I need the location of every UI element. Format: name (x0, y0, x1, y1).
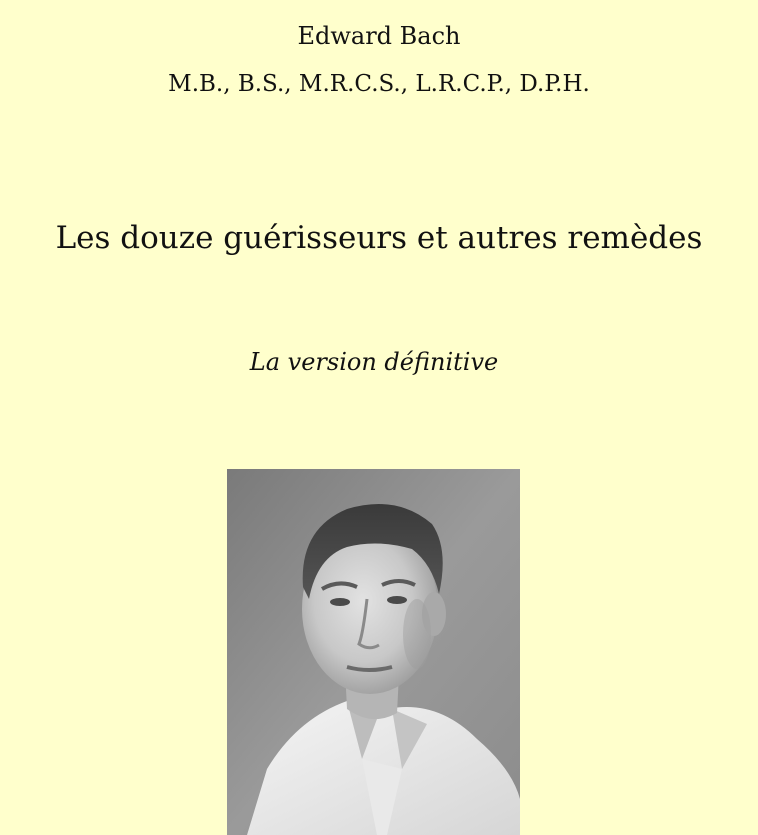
author-name: Edward Bach (297, 22, 461, 50)
author-degrees: M.B., B.S., M.R.C.S., L.R.C.P., D.P.H. (168, 71, 590, 97)
book-subtitle: La version définitive (249, 348, 499, 376)
book-title: Les douze guérisseurs et autres remèdes (55, 220, 703, 256)
portrait-illustration (227, 469, 520, 835)
author-portrait-photo (227, 469, 520, 835)
